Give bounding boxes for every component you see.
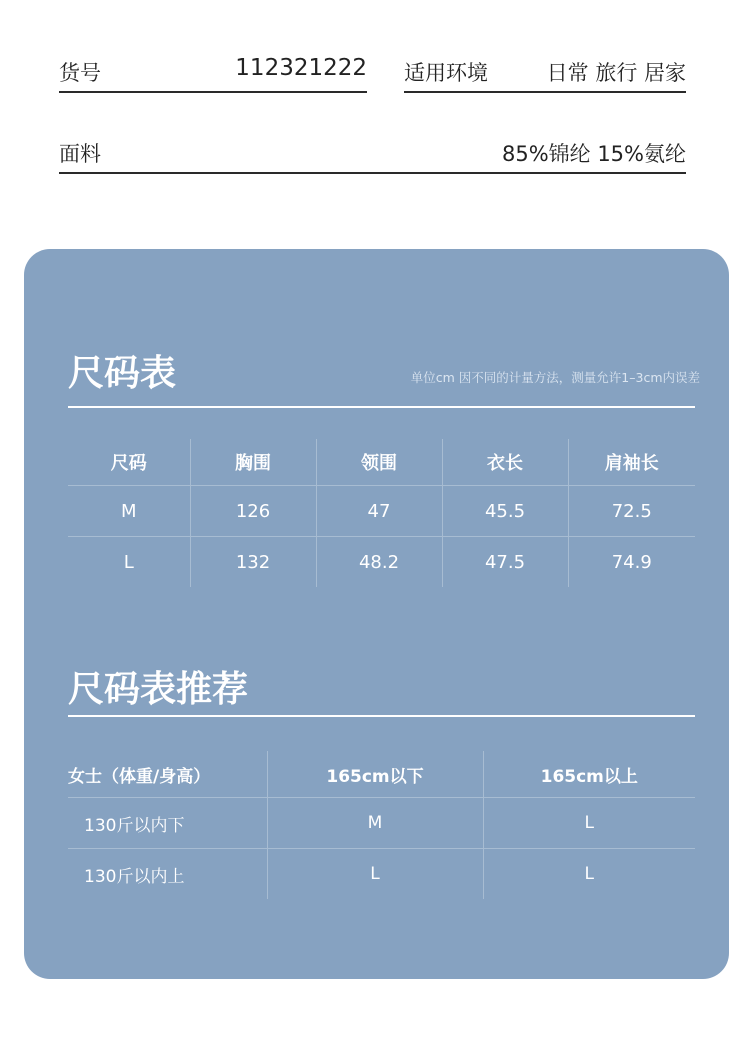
table-cell: 72.5	[568, 486, 695, 537]
table-cell: L	[267, 849, 483, 900]
recommend-table	[68, 751, 695, 899]
size-table	[68, 439, 695, 587]
header-cell: 领围	[316, 439, 442, 486]
table-cell: 130斤以内下	[68, 798, 267, 849]
recommend-divider	[68, 715, 695, 717]
size-panel	[24, 249, 729, 979]
table-cell: 47.5	[442, 537, 568, 588]
table-cell: 74.9	[568, 537, 695, 588]
item-number-row	[59, 45, 367, 93]
table-cell: L	[483, 849, 695, 900]
header-cell: 尺码	[110, 453, 147, 474]
table-cell: 47	[316, 486, 442, 537]
scene-value: 日常 旅行 居家	[546, 61, 686, 85]
scene-label: 适用环境	[404, 61, 488, 85]
header-cell: 衣长	[442, 439, 568, 486]
fabric-value: 85%锦纶 15%氨纶	[501, 142, 686, 166]
table-row	[68, 798, 695, 849]
header-cell: 女士（体重/身高）	[68, 766, 211, 787]
table-cell: L	[483, 798, 695, 849]
header-cell: 165cm以下	[267, 751, 483, 798]
table-cell: 48.2	[316, 537, 442, 588]
header-cell: 165cm以上	[483, 751, 695, 798]
table-cell: 130斤以内上	[68, 849, 267, 900]
size-chart-note: 单位cm 因不同的计量方法，测量允许1–3cm内误差	[410, 370, 700, 385]
recommend-title: 尺码表推荐	[68, 669, 249, 710]
scene-row	[404, 45, 686, 93]
size-chart-divider	[68, 406, 695, 408]
table-cell: 126	[190, 486, 316, 537]
fabric-label: 面料	[59, 142, 101, 166]
table-row	[68, 849, 695, 900]
table-row	[68, 537, 695, 588]
item-number-label: 货号	[59, 61, 101, 85]
size-table-header	[68, 439, 695, 486]
table-cell: M	[267, 798, 483, 849]
table-cell: 132	[190, 537, 316, 588]
table-cell: L	[68, 537, 190, 588]
header-cell: 肩袖长	[568, 439, 695, 486]
item-number-value: 112321222	[235, 55, 367, 81]
size-chart-title: 尺码表	[68, 353, 177, 394]
table-row	[68, 486, 695, 537]
header-cell: 胸围	[190, 439, 316, 486]
fabric-row	[59, 126, 686, 174]
table-cell: 45.5	[442, 486, 568, 537]
table-cell: M	[68, 486, 190, 537]
recommend-table-header	[68, 751, 695, 798]
